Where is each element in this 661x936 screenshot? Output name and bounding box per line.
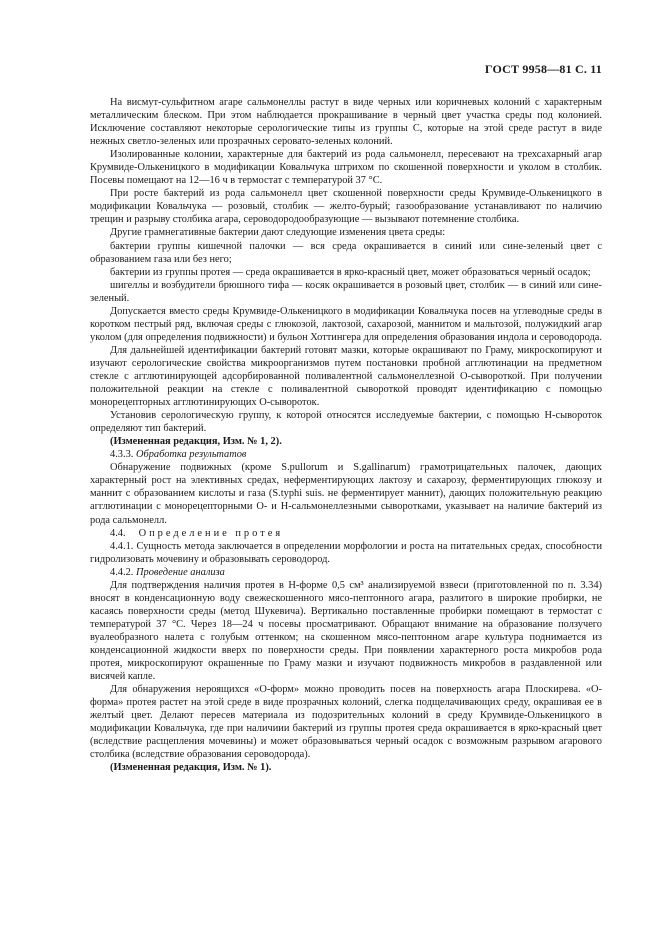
paragraph: На висмут-сульфитном агаре сальмонеллы растут в виде черных или коричневых колоний с характерным металлическим блеском. При этом наблюдается прокрашивание в черный цвет участка среды под колонией. Исключение составляют некоторые серологические типы из группы С, которые на этой среде растут в виде нежных светло-зеленых или прозрачных серовато-зеленых колоний. <box>90 97 602 148</box>
paragraph: Допускается вместо среды Крумвиде-Олькеницкого в модификации Ковальчука посев на углеводные среды в коротком пестрый ряд, включая среды с глюкозой, лактозой, сахарозой, маннитом и мальтозой, полужидкий агар уколом (для определения подвижности) и бульон Хоттингера для определения образования индола и сероводорода. <box>90 305 602 343</box>
paragraph: При росте бактерий из рода сальмонелл цвет скошенной поверхности среды Крумвиде-Олькеницкого в модификации Ковальчука — розовый, столбик — желто-бурый; газообразование устанавливают по наличию трещин и разрыву столбика агара, сероводородообразующие — вызывают потемнение столбика. <box>90 188 602 226</box>
section-heading <box>90 527 602 540</box>
revision-note: (Измененная редакция, Изм. № 1, 2). <box>110 436 282 448</box>
paragraph: 4.4.1. Сущность метода заключается в определении морфологии и роста на питательных средах, способности гидролизовать мочевину и образовывать сероводород. <box>90 540 602 565</box>
paragraph: Для подтверждения наличия протея в Н-форме 0,5 см³ анализируемой взвеси (приготовленной по п. 3.34) вносят в конденсационную воду свежескошенного мясо-пептонного агара, разлитого в широкие пробирки, не касаясь поверхности среды (метод Шукевича). Вертикально поставленные пробирки помещают в термостат с температурой 37 °С. Через 18—24 ч посевы просматривают. Обращают внимание на образование ползучего вуалеобразного налета с голубым оттенком; на скошенном мясо-пептонном агаре культура поднимается из конденсационной жидкости вверх по поверхности среды. При появлении характерного роста микробов рода протея, микроскопируют окрашенные по Граму мазки и изучают подвижность микробов в раздавленной или висячей капле. <box>90 579 602 683</box>
list-item: бактерии из группы протея — среда окрашивается в ярко-красный цвет, может образоваться черный осадок; <box>110 266 591 278</box>
section-number: 4.4.2. <box>110 566 134 578</box>
list-item: бактерии группы кишечной палочки — вся среда окрашивается в синий или сине-зеленый цвет с образованием газа или без него; <box>90 240 602 265</box>
page-header: ГОСТ 9958—81 С. 11 <box>484 62 602 76</box>
list-item: шигеллы и возбудители брюшного тифа — косяк окрашивается в розовый цвет, столбик — в синий или сине-зеленый. <box>90 279 602 304</box>
revision-note: (Измененная редакция, Изм. № 1). <box>110 762 272 774</box>
document-body <box>90 96 602 774</box>
section-number: 4.4. <box>110 527 126 539</box>
section-heading <box>90 448 602 461</box>
section-title: Обработка результатов <box>136 449 247 461</box>
section-heading <box>90 566 602 579</box>
section-title: Определение протея <box>138 527 284 539</box>
paragraph: Изолированные колонии, характерные для бактерий из рода сальмонелл, пересевают на трехсахарный агар Крумвиде-Олькеницкого в модификации Ковальчука штрихом по скошенной поверхности и уколом в столбик. Посевы помещают на 12—16 ч в термостат с температурой 37 °С. <box>90 149 602 187</box>
section-title: Проведение анализа <box>136 566 225 578</box>
paragraph: Обнаружение подвижных (кроме S.pullorum и S.gallinarum) грамотрицательных палочек, дающих характерный рост на элективных средах, неферментирующих лактозу и сахарозу, ферментирующих глюкозу и маннит с образованием кислоты и газа (S.typhi suis. не ферментирует маннит), дающих положительную реакцию агглютинации с монорецепторными О- и Н-сальмонеллезными сыворотками, указывает на наличие бактерий из рода сальмонелл. <box>90 462 602 526</box>
paragraph: Установив серологическую группу, к которой относятся исследуемые бактерии, с помощью Н-сывороток определяют тип бактерий. <box>90 410 602 435</box>
paragraph: Другие грамнегативные бактерии дают следующие изменения цвета среды: <box>110 227 446 239</box>
paragraph: Для дальнейшей идентификации бактерий готовят мазки, которые окрашивают по Граму, микроскопируют и изучают серологические свойства микроорганизмов путем постановки пробной агглютинации на предметном стекле с агглютинирующей адсорбированной поливалентной сальмонеллезной О-сывороткой. При получении положительной реакции на стекле с поливалентной сывороткой проводят идентификацию с помощью монорецепторных агглютинирующих О-сывороток. <box>90 344 602 409</box>
paragraph: Для обнаружения нероящихся «О-форм» можно проводить посев на поверхность агара Плоскирева. «О-форма» протея растет на этой среде в виде прозрачных колоний, слегка подщелачивающих среду, окрашивая ее в желтый цвет. Делают пересев материала из подозрительных колоний в среду Крумвиде-Олькеницкого в модификации Ковальчука, где при наличиии бактерий из группы протея среда окрашивается в ярко-красный цвет (вследствие расщепления мочевины) и может образовываться черный осадок с возможным разрывом агарового столбика (вследствие образования сероводорода). <box>90 684 602 761</box>
section-number: 4.3.3. <box>110 449 134 461</box>
